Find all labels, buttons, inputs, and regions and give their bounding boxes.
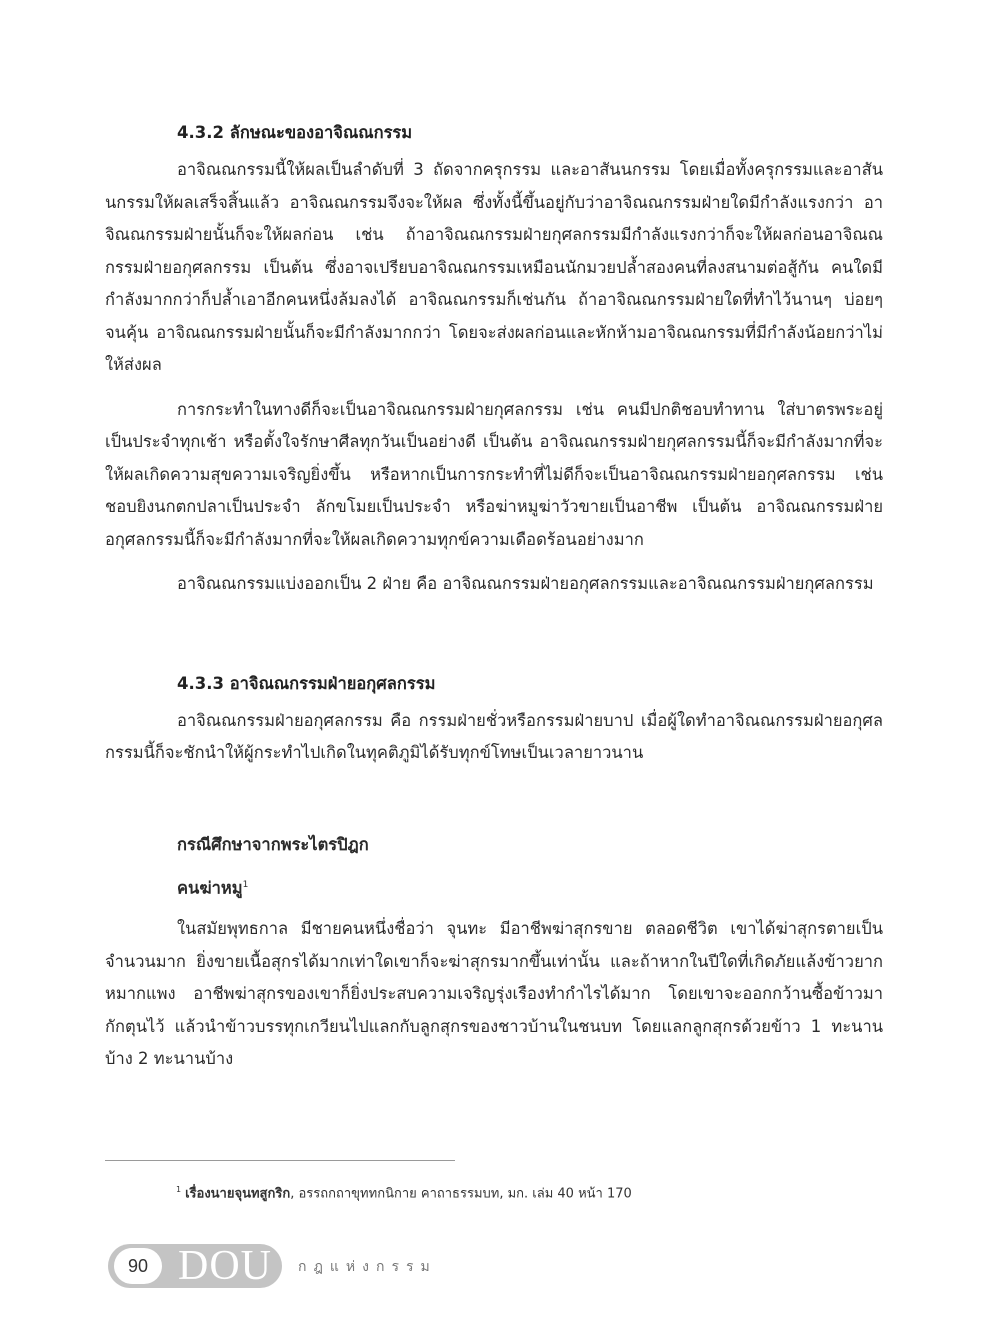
case-study-heading: กรณีศึกษาจากพระไตรปิฎก xyxy=(177,834,369,854)
footnote-reference[interactable]: 1 xyxy=(242,879,249,890)
story-title xyxy=(177,870,883,904)
footnote-title: เรื่องนายจุนทสูกริก xyxy=(185,1186,291,1202)
paragraph: อาจิณณกรรมแบ่งออกเป็น 2 ฝ่าย คือ อาจิณณกรรมฝ่ายอกุศลกรรมและอาจิณณกรรมฝ่ายกุศลกรรม xyxy=(177,574,874,593)
footer-badge xyxy=(108,1244,282,1288)
paragraph: อาจิณณกรรมฝ่ายอกุศลกรรม คือ กรรมฝ่ายชั่วหรือกรรมฝ่ายบาป เมื่อผู้ใดทำอาจิณณกรรมฝ่ายอกุศลกรรมนี้ก็จะชักนำให้ผู้กระทำไปเกิดในทุคติภูมิได้รับทุกข์โทษเป็นเวลายาวนาน xyxy=(105,710,883,762)
section-heading-4-3-3: 4.3.3 อาจิณณกรรมฝ่ายอกุศลกรรม xyxy=(177,673,436,693)
footnote-text: , อรรถกถาขุททกนิกาย คาถาธรรมบท, มก. เล่ม 40 หน้า 170 xyxy=(290,1186,632,1202)
paragraph: การกระทำในทางดีก็จะเป็นอาจิณณกรรมฝ่ายกุศลกรรม เช่น คนมีปกติชอบทำทาน ใส่บาตรพระอยู่เป็นประจำทุกเช้า หรือตั้งใจรักษาศีลทุกวันเป็นอย่างดี เป็นต้น อาจิณณกรรมฝ่ายกุศลกรรมนี้ก็จะมีกำลังมากที่จะให้ผลเกิดความสุขความเจริญยิ่งขึ้น หรือหากเป็นการกระทำที่ไม่ดีก็จะเป็นอาจิณณกรรมฝ่ายอกุศลกรรม เช่น ชอบยิงนกตกปลาเป็นประจำ ลักขโมยเป็นประจำ หรือฆ่าหมูฆ่าวัวขายเป็นอาชีพ เป็นต้น อาจิณณกรรมฝ่ายอกุศลกรรมนี้ก็จะมีกำลังมากที่จะให้ผลเกิดความทุกข์ความเดือดร้อนอย่างมาก xyxy=(105,399,883,549)
spacer xyxy=(105,613,883,669)
paragraph: ในสมัยพุทธกาล มีชายคนหนึ่งชื่อว่า จุนทะ มีอาชีพฆ่าสุกรขาย ตลอดชีวิต เขาได้ฆ่าสุกรตายเป็นจำนวนมาก ยิ่งขายเนื้อสุกรได้มากเท่าใดเขาก็จะฆ่าสุกรมากขึ้นเท่านั้น และถ้าหากในปีใดที่เกิดภัยแล้งข้าวยากหมากแพง อาชีพฆ่าสุกรของเขาก็ยิ่งประสบความเจริญรุ่งเรืองทำกำไรได้มาก โดยเขาจะออกกว้านซื้อข้าวมากักตุนไว้ แล้วนำข้าวบรรทุกเกวียนไปแลกกับลูกสุกรของชาวบ้านในชนบท โดยแลกลูกสุกรด้วยข้าว 1 ทะนานบ้าง 2 ทะนานบ้าง xyxy=(105,919,883,1068)
footnote xyxy=(176,1180,632,1204)
spacer xyxy=(105,782,883,830)
story-title-text: คนฆ่าหมู xyxy=(177,878,243,897)
page-number: 90 xyxy=(114,1248,162,1284)
paragraph: อาจิณณกรรมนี้ให้ผลเป็นลำดับที่ 3 ถัดจากครุกรรม และอาสันนกรรม โดยเมื่อทั้งครุกรรมและอาสันนกรรมให้ผลเสร็จสิ้นแล้ว อาจิณณกรรมจึงจะให้ผล ซึ่งทั้งนี้ขึ้นอยู่กับว่าอาจิณณกรรมฝ่ายใดมีกำลังแรงกว่า อาจิณณกรรมฝ่ายนั้นก็จะให้ผลก่อน เช่น ถ้าอาจิณณกรรมฝ่ายกุศลกรรมมีกำลังแรงกว่าก็จะให้ผลก่อนอาจิณณกรรมฝ่ายอกุศลกรรม เป็นต้น ซึ่งอาจเปรียบอาจิณณกรรมเหมือนนักมวยปล้ำสองคนที่ลงสนามต่อสู้กัน คนใดมีกำลังมากกว่าก็ปล้ำเอาอีกคนหนึ่งล้มลงได้ อาจิณณกรรมก็เช่นกัน ถ้าอาจิณณกรรมฝ่ายใดที่ทำไว้นานๆ บ่อยๆ จนคุ้น อาจิณณกรรมฝ่ายนั้นก็จะมีกำลังมากกว่า โดยจะส่งผลก่อนและหักห้ามอาจิณณกรรมที่มีกำลังน้อยกว่าไม่ให้ส่งผล xyxy=(105,160,883,374)
footnote-marker: 1 xyxy=(176,1185,182,1194)
footnote-divider xyxy=(105,1160,455,1161)
section-heading-4-3-2: 4.3.2 ลักษณะของอาจิณณกรรม xyxy=(177,123,413,142)
book-title: กฎแห่งกรรม xyxy=(298,1259,437,1275)
page-content xyxy=(105,118,883,1088)
dou-logo: DOU xyxy=(178,1243,272,1289)
